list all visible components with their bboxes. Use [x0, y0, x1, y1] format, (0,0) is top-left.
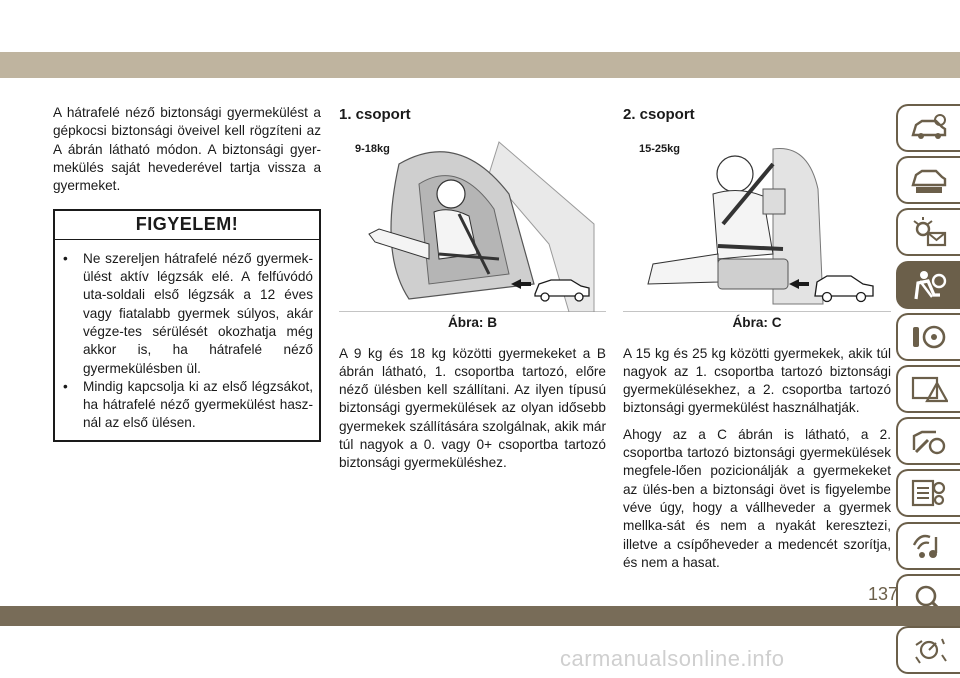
weight-label: 9-18kg	[355, 143, 390, 156]
figure-b	[339, 134, 606, 312]
tab-maintenance[interactable]	[896, 417, 960, 465]
warning-box	[53, 209, 321, 441]
bullet: •	[63, 250, 68, 266]
footer-band	[0, 606, 960, 626]
bullet: •	[63, 378, 68, 394]
emergency-icon	[910, 374, 948, 404]
body-paragraph: A 9 kg és 18 kg közötti gyermekeket a B ábrán látható, 1. csoportba tartozó, előre néző ülésben kell szállítani. Az ilyen típusú biztonsági gyermekülések az olyan idősebb gyermekek szállítására szolgálnak, akik már túl nagyok a 0. vagy 0+ csoportba tartozó biztonsági gyermeküléshez.	[339, 345, 606, 471]
group-2-heading: 2. csoport	[623, 106, 695, 123]
specifications-icon	[910, 478, 948, 508]
column-3	[623, 104, 891, 580]
booster-seat-illustration-c	[623, 134, 891, 312]
warning-item-text: Mindig kapcsolja ki az első légzsákot, ha hátrafelé néző gyermekülést hasz-nál az első ülésen.	[83, 378, 313, 431]
tab-starting-driving[interactable]	[896, 313, 960, 361]
warning-item	[63, 378, 313, 433]
starting-driving-icon	[910, 322, 948, 352]
tab-emergency[interactable]	[896, 365, 960, 413]
maintenance-icon	[910, 426, 948, 456]
warning-item	[63, 250, 313, 378]
column-1	[53, 104, 321, 442]
tab-index[interactable]	[896, 626, 960, 674]
tab-safety[interactable]	[896, 261, 960, 309]
figure-c	[623, 134, 891, 312]
index-icon	[910, 635, 948, 665]
tab-multimedia[interactable]	[896, 522, 960, 570]
body-paragraph: Ahogy az a C ábrán is látható, a 2. csoportba tartozó biztonsági gyermekülések megfele-lően pozicionálják a gyermekeket az ülés-ben a biztonsági övet is figyelembe véve úgy, hogy a vállheveder a gyermek mellka-sát és nem a nyakát keresztezi, illetve a csípőheveder a medencét szorítja, és nem a hasat.	[623, 426, 891, 570]
dashboard-car-icon	[910, 165, 948, 195]
warning-item-text: Ne szereljen hátrafelé néző gyermek-ülést aktív légzsák elé. A felfúvódó uta-soldali első légzsák a 12 éves vagy fiatalabb gyermek súlyos, akár végze-tes sérülését okozhatja még akkor is, ha hátrafelé néző gyermekülésben ül.	[83, 250, 313, 376]
warning-lights-icon	[910, 217, 948, 247]
watermark: carmanualsonline.info	[560, 646, 785, 671]
tab-warning-lights[interactable]	[896, 208, 960, 256]
intro-paragraph: A hátrafelé néző biztonsági gyermekülést a gépkocsi biztonsági öveivel kell rögzíteni az A ábrán látható módon. A biztonsági gyer-mekülés saját hevederével tartja vissza a gyermeket.	[53, 105, 321, 194]
tab-dashboard[interactable]	[896, 156, 960, 204]
chapter-tabs	[896, 104, 960, 678]
figure-c-caption: Ábra: C	[732, 315, 782, 331]
header-band	[0, 52, 960, 78]
figure-b-caption: Ábra: B	[447, 315, 498, 331]
tab-car-info[interactable]	[896, 104, 960, 152]
child-seat-illustration-b	[339, 134, 606, 312]
multimedia-icon	[910, 531, 948, 561]
page-number: 137	[867, 584, 898, 604]
warning-body	[55, 240, 319, 440]
warning-title: FIGYELEM!	[55, 211, 319, 239]
safety-seatbelt-icon	[910, 269, 948, 301]
tab-specifications[interactable]	[896, 469, 960, 517]
column-2	[339, 104, 606, 481]
group-1-heading: 1. csoport	[339, 106, 411, 123]
body-paragraph: A 15 kg és 25 kg közötti gyermekek, akik túl nagyok az 1. csoportba tartozó biztonsági gyermekülésekhez, a 2. csoportba tartozó biztonsági gyermekülést használhatják.	[623, 345, 891, 416]
car-info-icon	[910, 113, 948, 143]
weight-label: 15-25kg	[639, 143, 680, 156]
